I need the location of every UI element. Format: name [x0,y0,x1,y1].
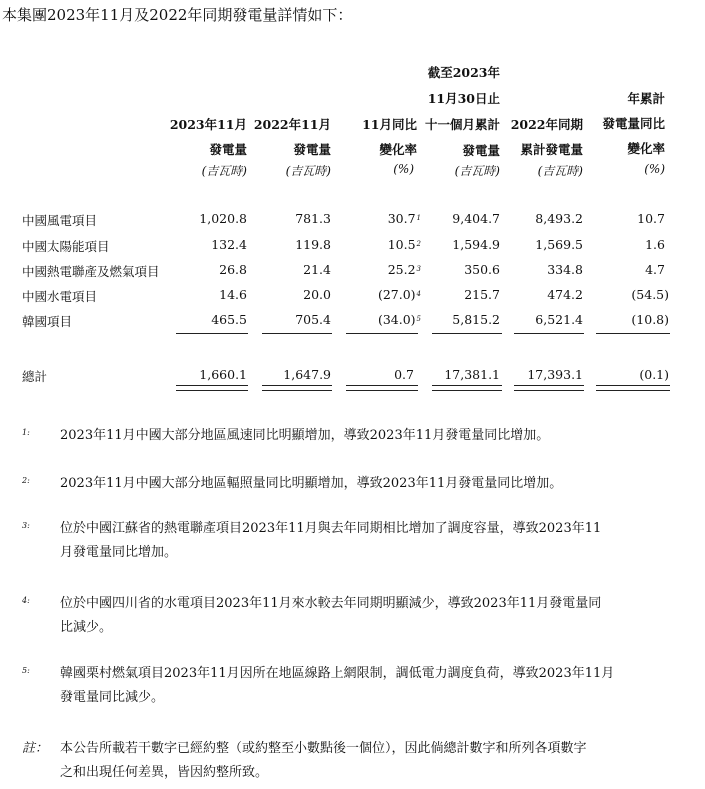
cell: 25.2$^3$ [387,262,421,277]
total-cell: 17,381.1 [444,367,500,382]
footnote-ref: 5 [416,315,421,323]
cell: 4.7 [645,262,665,277]
cell: 26.8 [219,262,247,277]
cell: 119.8 [295,237,331,252]
col-header-6: 年累計 發電量同比 變化率 [602,91,665,156]
cell: 215.7 [464,287,500,302]
footnote-text: 位於中國四川省的水電項目2023年11月來水較去年同期明顯減少，導致2023年11月發電量同 比減少。 [60,596,602,635]
cell: 465.5 [211,312,247,327]
col-header-3: 11月同比 變化率 [362,117,417,157]
total-double-rule [346,385,418,391]
total-double-rule [432,385,502,391]
cell: 8,493.2 [535,211,583,226]
cell: 1,594.9 [452,237,500,252]
divider [176,333,248,334]
cell: $(27.0)^4$ [377,287,421,302]
cell: 20.0 [303,287,331,302]
footnote-mark: 1: [22,428,30,437]
col-unit-3: (%) [393,162,414,176]
cell: 21.4 [303,262,331,277]
divider [596,333,670,334]
total-cell: 17,393.1 [527,367,583,382]
col-header-4: 截至2023年 11月30日止 十一個月累計 發電量 [424,65,500,158]
total-double-rule [176,385,248,391]
divider [514,333,584,334]
divider [432,333,502,334]
col-header-2: 2022年11月 發電量 [253,117,331,157]
divider [262,333,332,334]
cell: (10.8) [631,312,669,327]
cell: 6,521.4 [535,312,583,327]
footnote-ref: 3 [416,265,421,273]
footnote-ref: 4 [416,290,421,298]
cell: (54.5) [631,287,669,302]
footnote-mark: 5: [22,666,30,675]
footnote-mark: 3: [22,521,30,530]
cell: 10.5$^2$ [387,237,421,252]
divider [346,333,418,334]
cell: 1.6 [645,237,665,252]
footnote-text: 2023年11月中國大部分地區輻照量同比明顯增加，導致2023年11月發電量同比增加。 [60,476,563,491]
footnote-mark: 2: [22,476,30,485]
total-cell: 1,660.1 [199,367,247,382]
total-double-rule [596,385,670,391]
footnote-ref: 1 [416,214,421,222]
footnote-text: 2023年11月中國大部分地區風速同比明顯增加，導致2023年11月發電量同比增加。 [60,428,550,443]
col-header-5: 2022年同期 累計發電量 [510,117,583,157]
cell: 781.3 [295,211,331,226]
total-double-rule [514,385,584,391]
cell: 132.4 [211,237,247,252]
col-unit-4: (吉瓦時) [454,164,500,178]
note-text: 本公告所載若干數字已經約整（或約整至小數點後一個位），因此倘總計數字和所列各項數字 之和出現任何差異，皆因約整所致。 [60,741,587,780]
cell: 474.2 [547,287,583,302]
total-cell: (0.1) [639,367,669,382]
footnote-mark: 4: [22,596,30,605]
cell: 10.7 [637,211,665,226]
cell: 1,569.5 [535,237,583,252]
cell: 9,404.7 [452,211,500,226]
col-unit-1: (吉瓦時) [201,164,247,178]
cell: 350.6 [464,262,500,277]
row-label: 中國太陽能項目 [22,239,110,254]
cell: $(34.0)^5$ [377,312,421,327]
cell: 14.6 [219,287,247,302]
col-unit-5: (吉瓦時) [537,164,583,178]
intro-text: 本集團2023年11月及2022年同期發電量詳情如下： [2,6,353,24]
total-label: 總計 [22,369,48,384]
footnote-ref: 2 [416,240,421,248]
cell: 1,020.8 [199,211,247,226]
cell: 334.8 [547,262,583,277]
cell: 30.7$^1$ [387,211,421,226]
col-header-1: 2023年11月 發電量 [169,117,247,157]
row-label: 中國水電項目 [22,289,98,304]
row-label: 韓國項目 [22,314,73,329]
total-cell: 1,647.9 [283,367,331,382]
footnote-text: 位於中國江蘇省的熱電聯產項目2023年11月與去年同期相比增加了調度容量，導致2023年11 月發電量同比增加。 [60,521,602,560]
total-cell: 0.7 [394,367,414,382]
footnote-text: 韓國栗村燃氣項目2023年11月因所在地區線路上網限制，調低電力調度負荷，導致2023年11月 發電量同比減少。 [60,666,615,705]
cell: 705.4 [295,312,331,327]
row-label: 中國熱電聯產及燃氣項目 [22,264,160,279]
note-label: 註： [22,741,49,756]
col-unit-2: (吉瓦時) [285,164,331,178]
row-label: 中國風電項目 [22,213,98,228]
col-unit-6: (%) [644,162,665,176]
total-double-rule [262,385,332,391]
cell: 5,815.2 [452,312,500,327]
